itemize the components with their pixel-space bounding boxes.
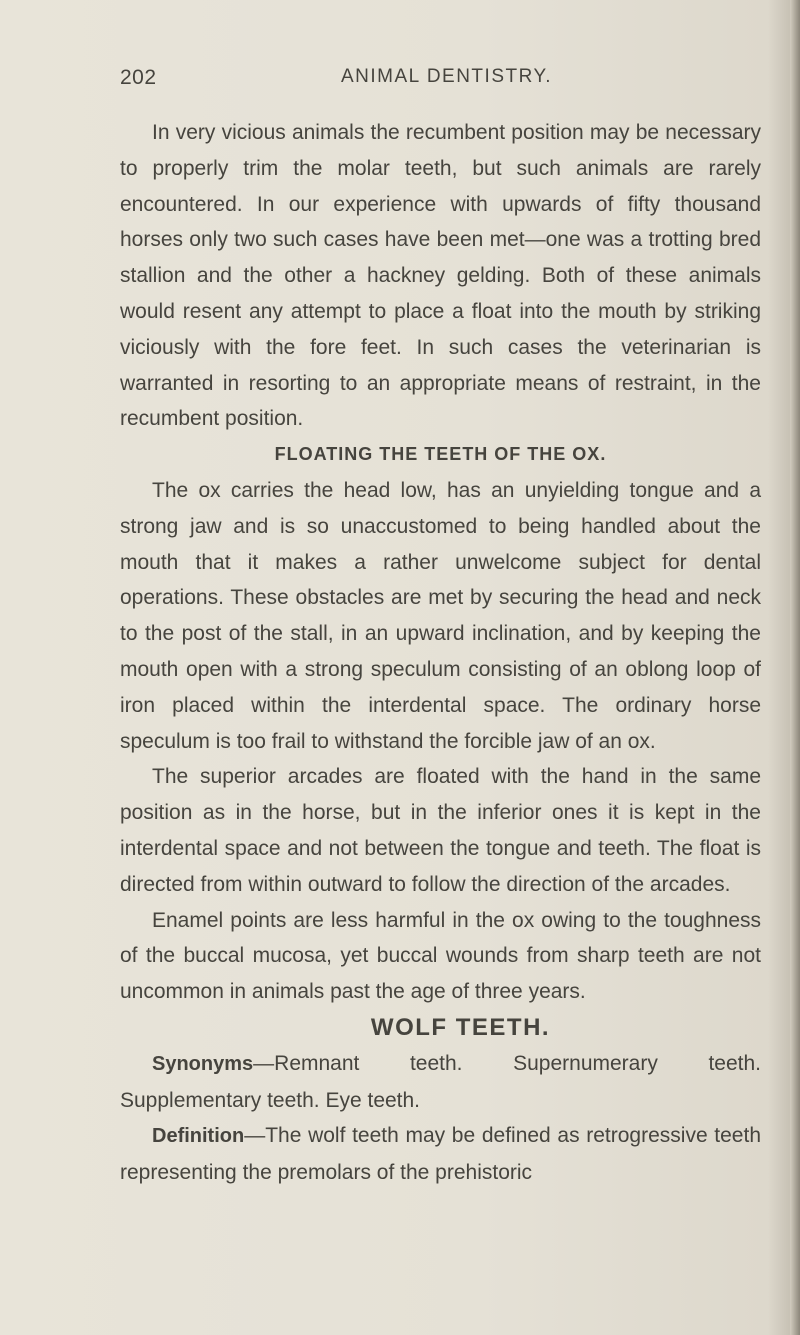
paragraph-vicious-animals: In very vicious animals the recumbent position may be necessary to properly trim the molar teeth, but such animals are rarely encountered. In our experience with upwards of fifty thousand horses only two such cases have been met—one was a trotting bred stallion and the other a hackney gelding. Both of these animals would resent any attempt to place a float into the mouth by striking viciously with the fore feet. In such cases the veterinarian is warranted in resorting to an appropriate means of restraint, in the recumbent position.	[120, 121, 761, 431]
page-number: 202	[120, 66, 157, 89]
paragraph-superior-arcades: The superior arcades are floated with the hand in the same position as in the horse, but in the inferior ones it is kept in the interdental space and not between the tongue and teeth. The float is directed from within outward to follow the direction of the arcades.	[120, 765, 761, 896]
paragraph-enamel-points: Enamel points are less harmful in the ox owing to the toughness of the buccal mucosa, yet buccal wounds from sharp teeth are not uncommon in animals past the age of three years.	[120, 908, 761, 1004]
definition-text: —The wolf teeth may be defined as retrogressive teeth representing the premolars of the prehistoric	[120, 1124, 761, 1185]
running-head: ANIMAL DENTISTRY.	[341, 66, 552, 87]
paragraph-ox-head: The ox carries the head low, has an unyielding tongue and a strong jaw and is so unaccustomed to being handled about the mouth that it makes a rather unwelcome subject for dental operations. These obstacles are met by securing the head and neck to the post of the stall, in an upward inclination, and by keeping the mouth open with a strong speculum consisting of an oblong loop of iron placed within the interdental space. The ordinary horse speculum is too frail to withstand the forcible jaw of an ox.	[120, 478, 761, 753]
section-heading-floating-ox: FLOATING THE TEETH OF THE OX.	[274, 444, 607, 465]
paragraph-synonyms	[120, 1046, 761, 1119]
paragraph-definition	[120, 1118, 761, 1191]
section-heading-wolf-teeth: WOLF TEETH.	[370, 1013, 551, 1041]
page-edge-shadow	[790, 0, 800, 1335]
synonyms-text: —Remnant teeth. Supernumerary teeth. Supplementary teeth. Eye teeth.	[120, 1051, 761, 1112]
page-body	[120, 115, 761, 1191]
synonyms-label: Synonyms	[152, 1052, 254, 1075]
page-header	[120, 66, 755, 96]
definition-label: Definition	[152, 1125, 245, 1148]
